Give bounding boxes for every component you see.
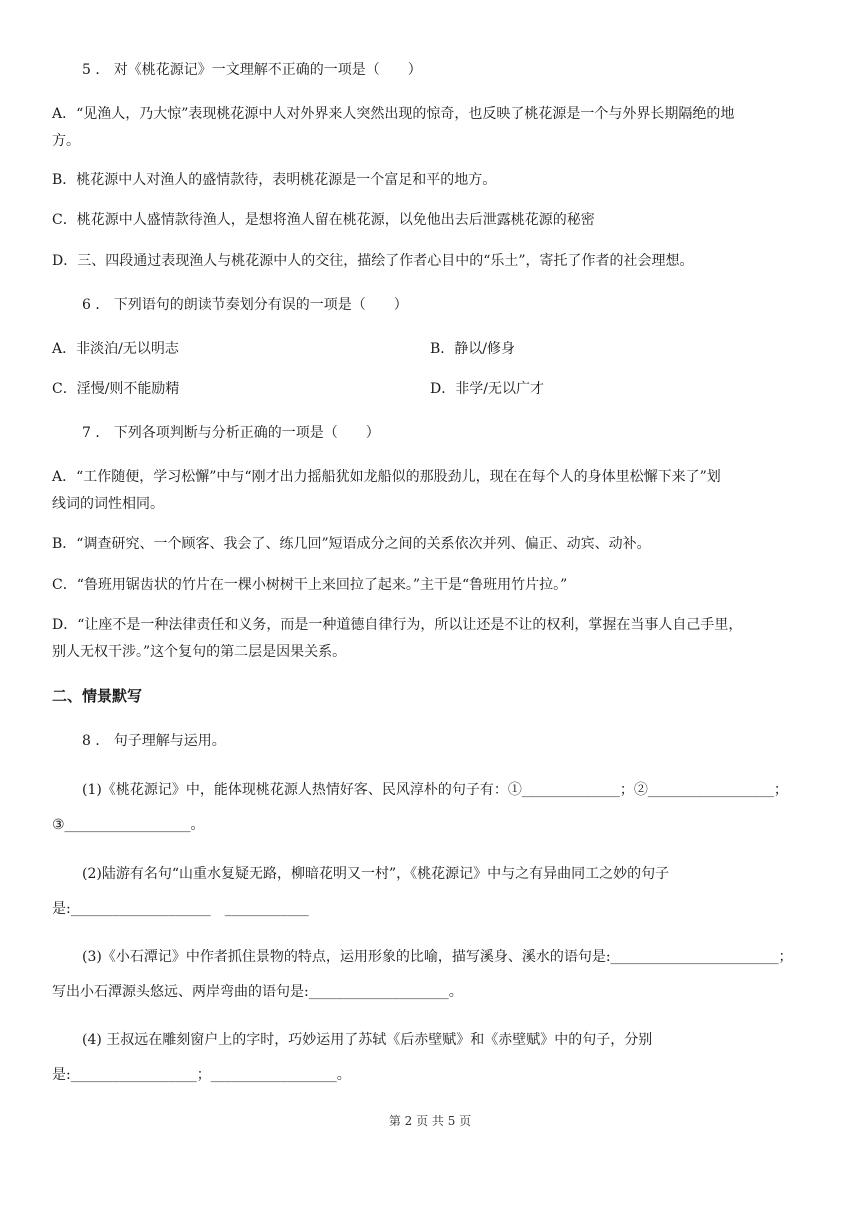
- question-8-sub2-line1: (2)陆游有名句“山重水复疑无路，柳暗花明又一村”，《桃花源记》中与之有异曲同工之妙的句子: [82, 866, 670, 882]
- question-8-sub1-line1: (1)《桃花源记》中，能体现桃花源人热情好客、民风淳朴的句子有：①______________；②__________________；: [82, 782, 788, 798]
- question-6-title: 6 ． 下列语句的朗读节奏划分有误的一项是（ ）: [82, 297, 408, 313]
- question-6-option-a: A．非淡泊/无以明志: [52, 341, 179, 357]
- question-8-sub3-line1: (3)《小石潭记》中作者抓住景物的特点，运用形象的比喻，描写溪身、溪水的语句是:________________________；: [82, 949, 793, 965]
- question-7-option-a-line1: A．“工作随便，学习松懈”中与“刚才出力摇船犹如龙船似的那股劲儿，现在在每个人的身体里松懈下来了”划: [52, 469, 721, 485]
- question-7-option-c: C．“鲁班用锯齿状的竹片在一棵小树树干上来回拉了起来。”主干是“鲁班用竹片拉。”: [52, 577, 568, 593]
- question-5-title: 5 ． 对《桃花源记》一文理解不正确的一项是（ ）: [82, 62, 422, 78]
- question-8-sub4-line2: 是:__________________；__________________。: [52, 1067, 351, 1083]
- question-5-option-a-line2: 方。: [52, 133, 80, 149]
- question-7-option-d-line2: 别人无权干涉。”这个复句的第二层是因果关系。: [52, 644, 347, 660]
- question-6-option-c: C．淫慢/则不能励精: [52, 381, 180, 397]
- question-5-option-c: C．桃花源中人盛情款待渔人，是想将渔人留在桃花源，以免他出去后泄露桃花源的秘密: [52, 212, 595, 228]
- question-8-sub4-line1: (4) 王叔远在雕刻窗户上的字时，巧妙运用了苏轼《后赤壁赋》和《赤壁赋》中的句子，分别: [82, 1032, 653, 1048]
- question-8-sub3-line2: 写出小石潭源头悠远、两岸弯曲的语句是:____________________。: [52, 984, 463, 1000]
- question-6-option-d: D．非学/无以广才: [430, 381, 544, 397]
- question-5-option-b: B．桃花源中人对渔人的盛情款待，表明桃花源是一个富足和平的地方。: [52, 172, 497, 188]
- question-8-title: 8 ． 句子理解与运用。: [82, 733, 226, 749]
- question-8-sub2-line2: 是:____________________ ____________: [52, 901, 309, 917]
- question-6-option-b: B．静以/修身: [430, 341, 516, 357]
- question-7-option-a-line2: 线词的词性相同。: [52, 496, 164, 512]
- question-7-option-d-line1: D．“让座不是一种法律责任和义务，而是一种道德自律行为，所以让还是不让的权利，掌握在当事人自己手里，: [52, 617, 743, 633]
- page-footer: 第 2 页 共 5 页: [388, 1114, 472, 1128]
- question-5-option-a-line1: A．“见渔人，乃大惊”表现桃花源中人对外界来人突然出现的惊奇，也反映了桃花源是一个与外界长期隔绝的地: [52, 106, 735, 122]
- question-8-sub1-line2: ③__________________。: [52, 817, 205, 833]
- section-2-title: 二、情景默写: [52, 687, 143, 705]
- question-5-option-d: D．三、四段通过表现渔人与桃花源中人的交往，描绘了作者心目中的“乐土”，寄托了作者的社会理想。: [52, 253, 694, 269]
- question-7-option-b: B．“调查研究、一个顾客、我会了、练几回”短语成分之间的关系依次并列、偏正、动宾、动补。: [52, 536, 651, 552]
- question-7-title: 7 ． 下列各项判断与分析正确的一项是（ ）: [82, 425, 380, 441]
